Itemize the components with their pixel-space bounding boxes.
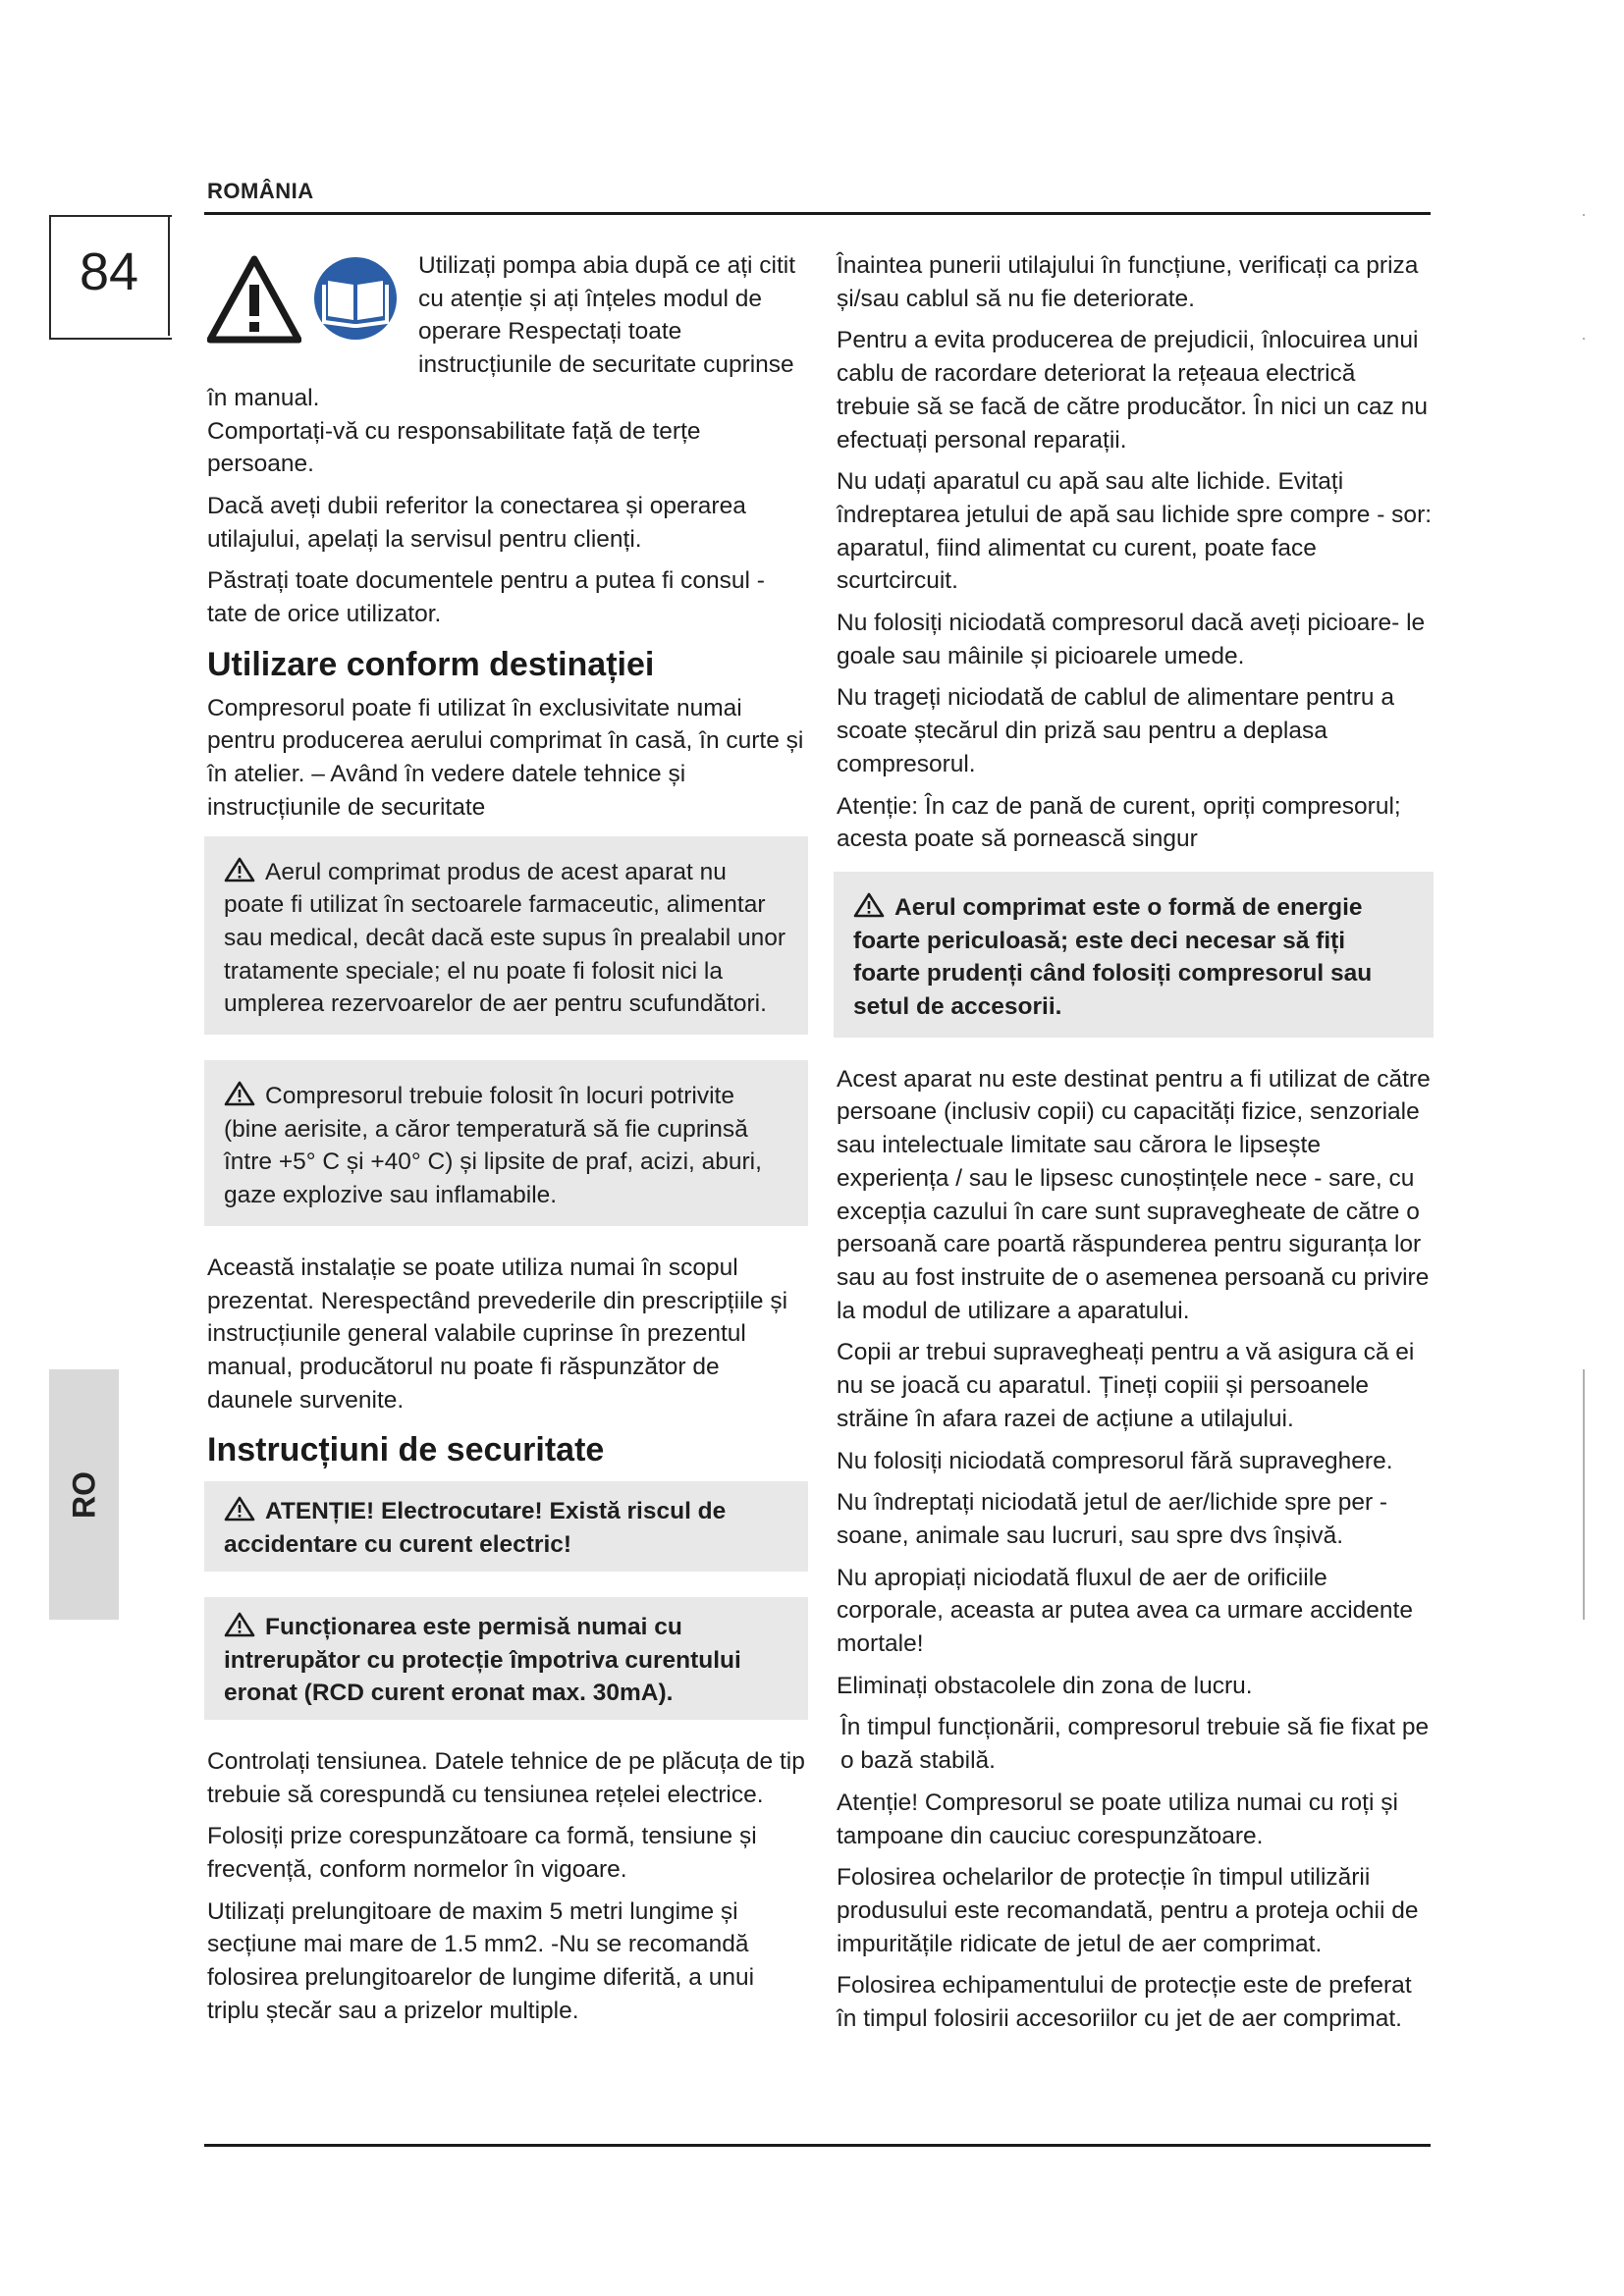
warning-box bbox=[204, 836, 808, 1036]
edge-mark bbox=[1583, 338, 1585, 340]
warning-box bbox=[204, 1060, 808, 1226]
warning-text: Aerul comprimat produs de acest aparat nu poate fi utilizat în sectoarele farmaceutic, alimentar sau medical, decât dacă este supus în prealabil unor tratamente speciale; el nu poate fi folosit nici la umplerea rezervoarelor de aer pentru scufundători. bbox=[224, 858, 786, 1018]
safety-paragraph: Nu folosiți niciodată compresorul fără supraveghere. bbox=[837, 1447, 1393, 1474]
safety-paragraph: Nu trageți niciodată de cablul de alimentare pentru a scoate ștecărul din priză sau pentru a deplasa compresorul. bbox=[837, 684, 1394, 777]
edge-mark bbox=[1583, 214, 1585, 216]
language-side-tab bbox=[49, 1369, 119, 1620]
intro-icons bbox=[207, 249, 418, 349]
intro-paragraph: Comportați-vă cu responsabilitate față de terțe persoane. bbox=[207, 417, 701, 478]
read-manual-icon bbox=[312, 255, 399, 342]
warning-triangle-icon bbox=[224, 1496, 257, 1522]
safety-paragraph: Eliminați obstacolele din zona de lucru. bbox=[837, 1672, 1253, 1699]
safety-paragraph: Nu udați aparatul cu apă sau alte lichide. Evitați îndreptarea jetului de apă sau lichide spre compre - sor: aparatul, fiind alimentat cu curent, poate face scurtcircuit. bbox=[837, 468, 1433, 595]
intro-block bbox=[207, 249, 808, 415]
edge-mark bbox=[1583, 1369, 1585, 1620]
header-country-label: ROMÂNIA bbox=[207, 179, 314, 203]
extension-paragraph: Utilizați prelungitoare de maxim 5 metri lungime și secțiune mai mare de 1.5 mm2. -Nu se recomandă folosirea prelungitoarelor de lungime diferită, a unui triplu ștecăr sau a prizelor multiple. bbox=[207, 1897, 755, 2024]
warning-text: Aerul comprimat este o formă de energie foarte periculoasă; este deci necesar să fiți foarte prudenți când folosiți compresorul sau setul de accesorii. bbox=[853, 893, 1373, 1021]
header-rule bbox=[204, 212, 1431, 215]
safety-paragraph: Atenție! Compresorul se poate utiliza numai cu roți și tampoane din cauciuc corespunzătoare. bbox=[837, 1789, 1398, 1849]
safety-paragraph: Înaintea punerii utilajului în funcțiune, verificați ca priza și/sau cablul să nu fie deteriorate. bbox=[837, 252, 1419, 312]
safety-paragraph: Nu apropiați niciodată fluxul de aer de orificiile corporale, aceasta ar putea avea ca urmare accidente mortale! bbox=[837, 1564, 1413, 1658]
intro-paragraph: Dacă aveți dubii referitor la conectarea și operarea utilajului, apelați la servisul pentru clienți. bbox=[207, 492, 746, 553]
safety-paragraph: Nu folosiți niciodată compresorul dacă aveți picioare- le goale sau mâinile și picioarele umede. bbox=[837, 610, 1426, 669]
safety-paragraph: Folosirea echipamentului de protecție este de preferat în timpul folosirii accesoriilor cu jet de aer comprimat. bbox=[837, 1972, 1412, 2033]
intro-paragraph: Păstrați toate documentele pentru a putea fi consul - tate de orice utilizator. bbox=[207, 567, 765, 628]
intro-paragraph: Utilizați pompa abia după ce ați citit cu atenție și ați înțeles modul de operare Respectați toate instrucțiunile de securitate cuprinse în manual. bbox=[207, 252, 796, 411]
warning-box bbox=[204, 1597, 808, 1720]
usage-paragraph: Compresorul poate fi utilizat în exclusivitate numai pentru producerea aerului comprimat în casă, în curte și în atelier. – Având în vedere datele tehnice și instrucțiunile de securitate bbox=[207, 694, 804, 821]
safety-paragraph: Atenție: În caz de pană de curent, opriți compresorul; acesta poate să pornească singur bbox=[837, 792, 1401, 853]
safety-paragraph: Nu îndreptați niciodată jetul de aer/lichide spre per - soane, animale sau lucruri, sau spre dvs înșivă. bbox=[837, 1489, 1388, 1549]
warning-box bbox=[204, 1481, 808, 1571]
voltage-paragraph: Controlați tensiunea. Datele tehnice de pe plăcuța de tip trebuie să corespundă cu tensiunea rețelei electrice. bbox=[207, 1747, 805, 1808]
warning-triangle-icon bbox=[224, 1081, 257, 1106]
language-tab-label: RO bbox=[66, 1470, 101, 1519]
safety-paragraph: Copii ar trebui supravegheați pentru a vă asigura că ei nu se joacă cu aparatul. Țineți copiii și persoanele străine în afara razei de acțiune a utilajului. bbox=[837, 1339, 1415, 1432]
safety-paragraph: Pentru a evita producerea de prejudicii, înlocuirea unui cablu de racordare deteriorat la rețeaua electrică trebuie să se facă de către producător. În nici un caz nu efectuați personal reparații. bbox=[837, 327, 1428, 454]
safety-paragraph: În timpul funcționării, compresorul trebuie să fie fixat pe o bază stabilă. bbox=[840, 1714, 1430, 1775]
section-heading-usage: Utilizare conform destinației bbox=[207, 645, 655, 683]
warning-box bbox=[834, 872, 1434, 1038]
warning-triangle-icon bbox=[853, 892, 887, 918]
warning-text: ATENȚIE! Electrocutare! Există riscul de accidentare cu curent electric! bbox=[224, 1498, 727, 1559]
sockets-paragraph: Folosiți prize corespunzătoare ca formă, tensiune și frecvență, conform normelor în vigoare. bbox=[207, 1823, 757, 1884]
page-number: 84 bbox=[79, 242, 139, 301]
warning-triangle-icon bbox=[207, 255, 301, 344]
warning-triangle-icon bbox=[224, 1612, 257, 1637]
safety-paragraph: Folosirea ochelarilor de protecție în timpul utilizării produsului este recomandată, pentru a proteja ochii de impuritățile ridicate de jetul de aer comprimat. bbox=[837, 1864, 1419, 1957]
warning-triangle-icon bbox=[224, 857, 257, 882]
section-heading-safety: Instrucțiuni de securitate bbox=[207, 1431, 605, 1469]
installation-paragraph: Această instalație se poate utiliza numai în scopul prezentat. Nerespectând prevederile din prescripțiile și instrucțiunile general valabile cuprinse în prezentul manual, producătorul nu poate fi răspunzător de daunele survenite. bbox=[207, 1254, 788, 1414]
warning-text: Funcționarea este permisă numai cu intrerupător cu protecție împotriva curentului eronat (RCD curent eronat max. 30mA). bbox=[224, 1613, 741, 1707]
warning-text: Compresorul trebuie folosit în locuri potrivite (bine aerisite, a căror temperatură să fie cuprinsă între +5° C și +40° C) și lipsite de praf, acizi, aburi, gaze explozive sau inflamabile. bbox=[224, 1083, 762, 1209]
safety-paragraph: Acest aparat nu este destinat pentru a fi utilizat de către persoane (inclusiv copii) cu capacități fizice, senzoriale sau intelectuale limitate sau cărora le lipsește experiența / sau le lipsesc cunoștințele nece - sare, cu excepția cazului în care sunt supravegheate de către o persoană care poartă răspunderea pentru siguranța lor sau au fost instruite de o asemenea persoană cu privire la modul de utilizare a aparatului. bbox=[837, 1065, 1431, 1324]
left-column bbox=[207, 249, 808, 2037]
page-number-box-edge bbox=[168, 215, 170, 336]
footer-rule bbox=[204, 2144, 1431, 2147]
right-column bbox=[837, 249, 1434, 2045]
